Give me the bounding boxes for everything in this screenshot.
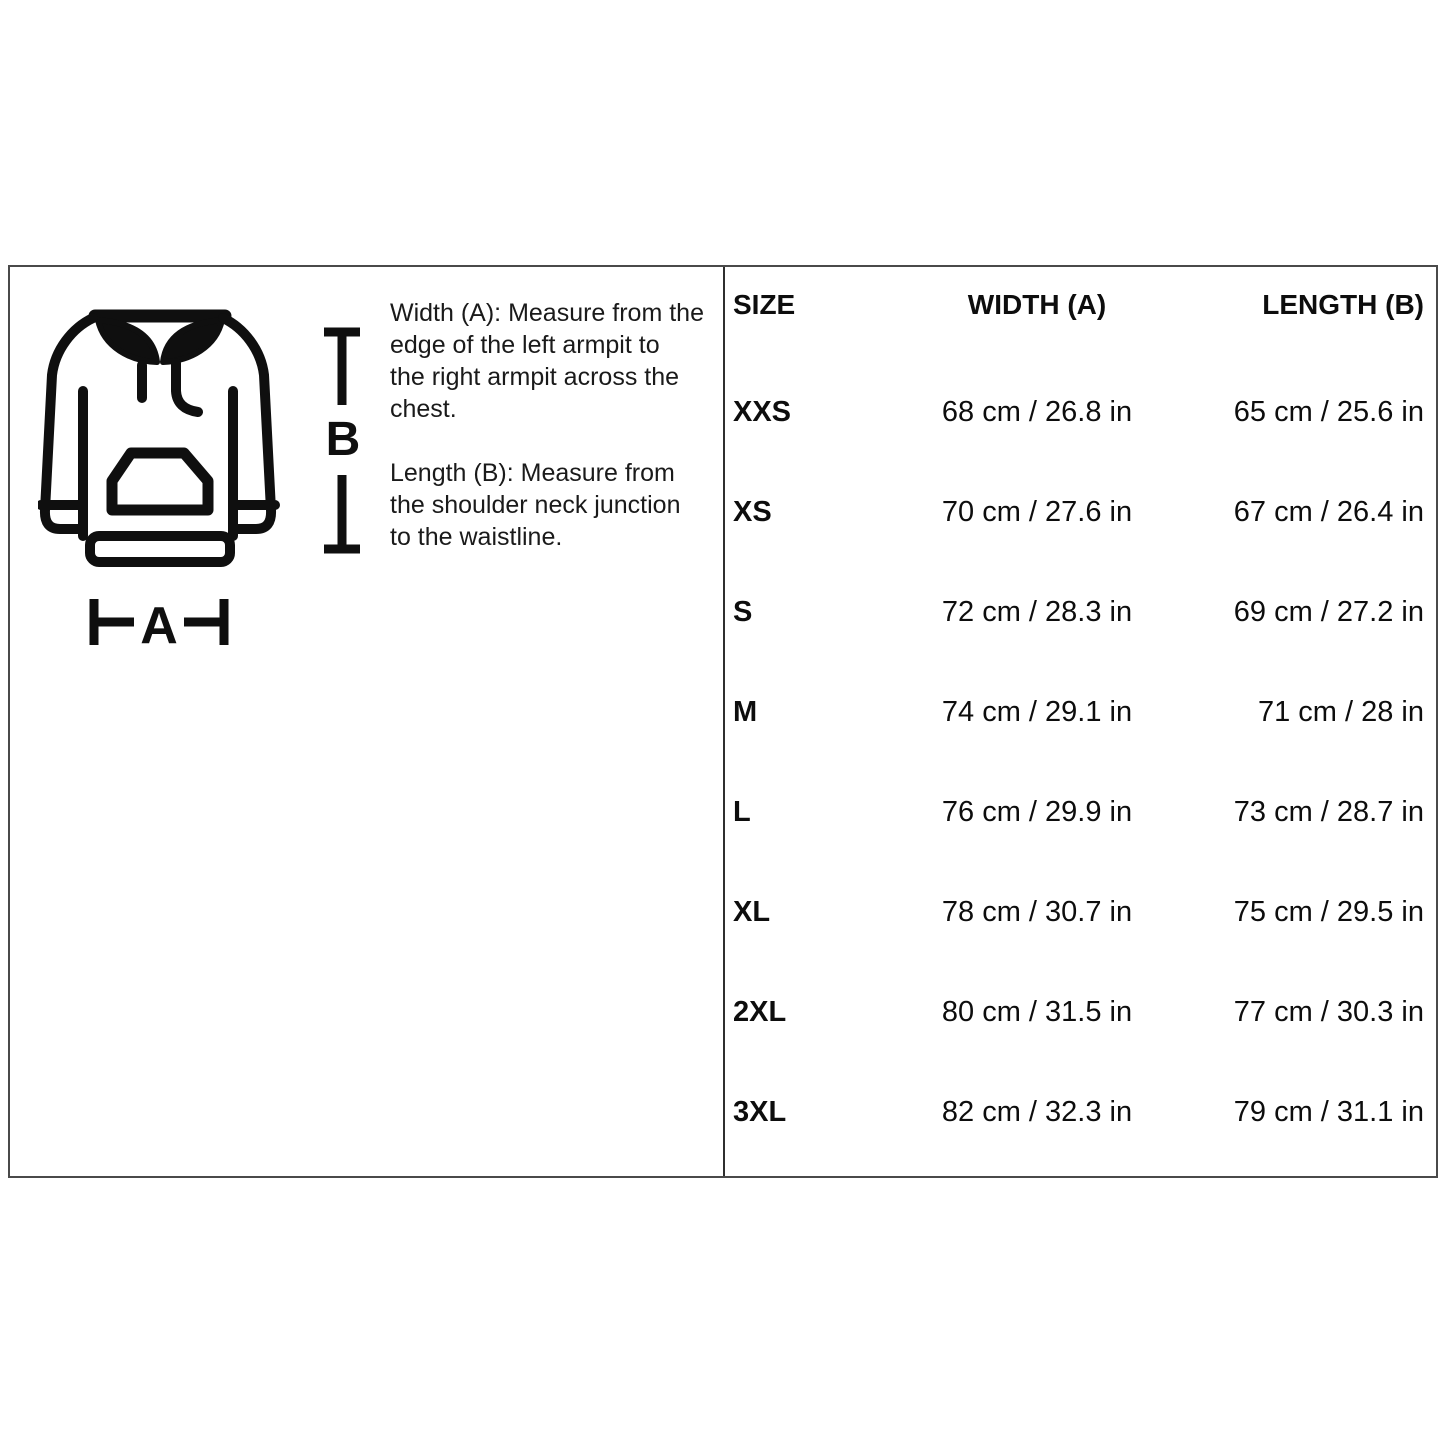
- size-label: 2XL: [733, 995, 787, 1028]
- size-table: [725, 267, 1436, 1176]
- width-instruction: [390, 297, 725, 425]
- length-value: 75 cm / 29.5 in: [1233, 895, 1424, 928]
- width-a-label: A: [140, 597, 178, 655]
- length-instruction-line: Length (B): Measure from: [390, 459, 675, 487]
- size-label: XXS: [733, 395, 792, 428]
- length-value: 77 cm / 30.3 in: [1233, 995, 1424, 1028]
- length-value: 65 cm / 25.6 in: [1233, 395, 1424, 428]
- size-label: M: [733, 695, 758, 728]
- size-label: XL: [733, 895, 771, 928]
- width-a-indicator: [94, 597, 224, 655]
- width-value: 68 cm / 26.8 in: [941, 395, 1133, 428]
- width-value: 82 cm / 32.3 in: [941, 1095, 1133, 1128]
- length-value: 73 cm / 28.7 in: [1233, 795, 1424, 828]
- measurement-guide: [10, 267, 725, 1176]
- size-label: S: [733, 595, 753, 628]
- width-instruction-line: edge of the left armpit to: [390, 331, 660, 359]
- width-value: 76 cm / 29.9 in: [941, 795, 1133, 828]
- width-value: 74 cm / 29.1 in: [941, 695, 1133, 728]
- header-length: LENGTH (B): [1262, 289, 1424, 320]
- hoodie-measurement-diagram: [38, 305, 378, 665]
- length-value: 69 cm / 27.2 in: [1233, 595, 1424, 628]
- header-size: SIZE: [733, 289, 796, 320]
- length-value: 71 cm / 28 in: [1257, 695, 1424, 728]
- width-instruction-line: Width (A): Measure from the: [390, 299, 704, 327]
- width-instruction-line: chest.: [390, 395, 457, 423]
- length-value: 79 cm / 31.1 in: [1233, 1095, 1424, 1128]
- width-value: 72 cm / 28.3 in: [941, 595, 1133, 628]
- width-value: 78 cm / 30.7 in: [941, 895, 1133, 928]
- measurement-instructions: [390, 297, 725, 553]
- width-value: 70 cm / 27.6 in: [941, 495, 1133, 528]
- size-label: XS: [733, 495, 772, 528]
- hoodie-icon: [41, 316, 275, 562]
- size-label: L: [733, 795, 751, 828]
- length-b-label: B: [325, 413, 361, 466]
- width-value: 80 cm / 31.5 in: [941, 995, 1133, 1028]
- size-guide-panel: [8, 265, 1438, 1178]
- header-width: WIDTH (A): [967, 289, 1107, 320]
- length-b-indicator: [324, 332, 360, 549]
- length-instruction-line: the shoulder neck junction: [390, 491, 681, 519]
- width-instruction-line: the right armpit across the: [390, 363, 680, 391]
- length-instruction: [390, 457, 725, 553]
- length-instruction-line: to the waistline.: [390, 523, 563, 551]
- size-label: 3XL: [733, 1095, 787, 1128]
- length-value: 67 cm / 26.4 in: [1233, 495, 1424, 528]
